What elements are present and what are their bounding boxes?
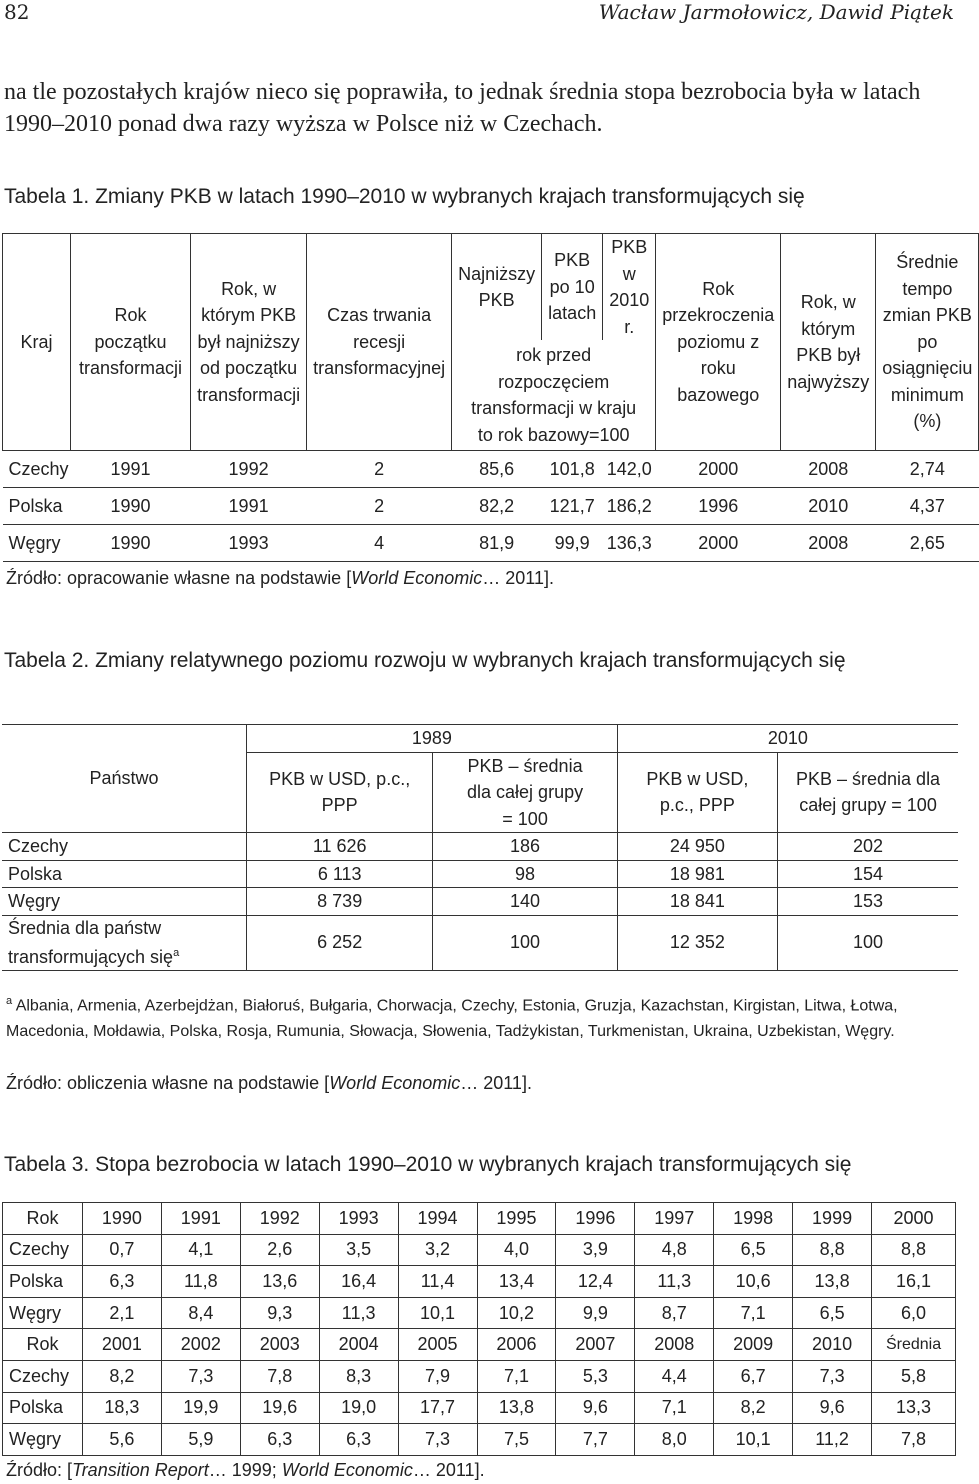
row-label: Węgry	[3, 1297, 83, 1329]
table-cell: 4,37	[876, 488, 979, 525]
table-cell: 6 252	[247, 915, 433, 970]
row-label: Polska	[2, 860, 247, 888]
t1-header-rok-najwyzszy: Rok, w którym PKB był najwyższy	[781, 234, 876, 451]
table-cell: 1991	[191, 488, 307, 525]
table-cell: 9,6	[793, 1392, 872, 1424]
table-cell: 4,8	[635, 1234, 714, 1266]
table-cell: 10,1	[398, 1297, 477, 1329]
table1	[2, 233, 979, 562]
table-cell: 98	[433, 860, 617, 888]
row-label: Czechy	[3, 1234, 83, 1266]
table-cell: 2010	[793, 1329, 872, 1361]
table-cell: 13,8	[793, 1266, 872, 1298]
t2-header-pkb-usd-1989: PKB w USD, p.c., PPP	[247, 752, 433, 833]
page-number: 82	[4, 0, 30, 24]
table-cell: 7,8	[240, 1360, 319, 1392]
t1-header-rok-poczatku: Rok początku transformacji	[71, 234, 191, 451]
table-cell: 1990	[71, 488, 191, 525]
row-label: Rok	[3, 1203, 83, 1235]
table-cell: 1998	[714, 1203, 793, 1235]
table-row	[3, 1329, 956, 1361]
table-cell: 1991	[71, 451, 191, 488]
table-row	[3, 525, 979, 562]
row-label: Średnia dla państw transformujących się$^a$	[2, 915, 247, 970]
table-cell: 1993	[191, 525, 307, 562]
table-cell: 2006	[477, 1329, 556, 1361]
t1-header-srednie-tempo: Średnie tempo zmian PKB po osiągnięciu minimum (%)	[876, 234, 979, 451]
table-cell: 140	[433, 888, 617, 916]
table-cell: 8,7	[635, 1297, 714, 1329]
table-cell: 7,1	[714, 1297, 793, 1329]
table-cell: 3,2	[398, 1234, 477, 1266]
table-cell: 1991	[161, 1203, 240, 1235]
table-cell: 7,8	[872, 1424, 956, 1456]
t1-header-kraj: Kraj	[3, 234, 71, 451]
table-row	[3, 1424, 956, 1456]
table-cell: 4	[307, 525, 452, 562]
table-cell: 2	[307, 488, 452, 525]
table3	[2, 1202, 956, 1456]
table-cell: 142,0	[603, 451, 656, 488]
table-cell: 2002	[161, 1329, 240, 1361]
table-cell: 2003	[240, 1329, 319, 1361]
table-cell: 5,6	[82, 1424, 161, 1456]
table-cell: 1993	[319, 1203, 398, 1235]
table-cell: 154	[778, 860, 958, 888]
table-cell: 8,2	[82, 1360, 161, 1392]
table-cell: 6,3	[240, 1424, 319, 1456]
table-cell: 7,1	[477, 1360, 556, 1392]
table-cell: 9,9	[556, 1297, 635, 1329]
table3-caption: Tabela 3. Stopa bezrobocia w latach 1990–2010 w wybranych krajach transformujących się	[4, 1153, 852, 1176]
t2-header-1989: 1989	[247, 725, 618, 753]
table-cell: 4,1	[161, 1234, 240, 1266]
table-cell: 11,8	[161, 1266, 240, 1298]
table-cell: 12 352	[617, 915, 777, 970]
row-label: Polska	[3, 488, 71, 525]
table-cell: 24 950	[617, 833, 777, 861]
table-cell: 2,65	[876, 525, 979, 562]
table-cell: 2008	[781, 451, 876, 488]
table-cell: 16,4	[319, 1266, 398, 1298]
table-cell: 1994	[398, 1203, 477, 1235]
table2-caption: Tabela 2. Zmiany relatywnego poziomu rozwoju w wybranych krajach transformujących się	[4, 649, 846, 672]
table-cell: 100	[778, 915, 958, 970]
table-cell: 2008	[635, 1329, 714, 1361]
table-cell: 7,3	[161, 1360, 240, 1392]
t2-header-panstwo: Państwo	[2, 725, 247, 833]
table-cell: 0,7	[82, 1234, 161, 1266]
table-cell: 7,3	[793, 1360, 872, 1392]
table-cell: 6,5	[793, 1297, 872, 1329]
table-cell: 18 981	[617, 860, 777, 888]
table-row	[3, 1297, 956, 1329]
table-cell: 7,1	[635, 1392, 714, 1424]
table-cell: 19,0	[319, 1392, 398, 1424]
table-cell: 1996	[656, 488, 781, 525]
table-row	[2, 833, 958, 861]
table2-footnote: $^a$ Albania, Armenia, Azerbejdżan, Białoruś, Bułgaria, Chorwacja, Czechy, Estonia, Gruzja, Kazachstan, Kirgistan, Litwa, Łotwa, Macedonia, Mołdawia, Polska, Rosja, Rumunia, Słowacja, Słowenia, Tadżykistan, Turkmenistan, Ukraina, Uzbekistan, Węgry.	[6, 995, 898, 1041]
table-row-average	[2, 915, 958, 970]
table-cell: 8,0	[635, 1424, 714, 1456]
table-cell: 5,3	[556, 1360, 635, 1392]
table-row	[3, 1266, 956, 1298]
row-label: Węgry	[2, 888, 247, 916]
table-cell: 1997	[635, 1203, 714, 1235]
row-label: Rok	[3, 1329, 83, 1361]
t1-header-rok-przekroczenia: Rok przekroczenia poziomu z roku bazowego	[656, 234, 781, 451]
table-cell: 100	[433, 915, 617, 970]
table-cell: 2	[307, 451, 452, 488]
t1-header-najnizszy: Najniższy PKB	[452, 234, 542, 341]
table-cell: 11,3	[635, 1266, 714, 1298]
table-cell: 7,3	[398, 1424, 477, 1456]
table-cell: 10,6	[714, 1266, 793, 1298]
table-cell: 6,3	[82, 1266, 161, 1298]
table-cell: 7,5	[477, 1424, 556, 1456]
table-cell: 6,3	[319, 1424, 398, 1456]
table-cell: 1992	[191, 451, 307, 488]
table-row	[2, 860, 958, 888]
table-cell: 19,6	[240, 1392, 319, 1424]
table-cell: 8,8	[793, 1234, 872, 1266]
table-cell: 6 113	[247, 860, 433, 888]
table-row	[3, 1234, 956, 1266]
table-cell: 2008	[781, 525, 876, 562]
table-cell: 2007	[556, 1329, 635, 1361]
table-cell: 1995	[477, 1203, 556, 1235]
table-cell: 8,3	[319, 1360, 398, 1392]
running-head-authors: Wacław Jarmołowicz, Dawid Piątek	[598, 0, 954, 24]
row-label: Węgry	[3, 525, 71, 562]
table-cell: 136,3	[603, 525, 656, 562]
table-cell: 2000	[872, 1203, 956, 1235]
table-cell: 3,5	[319, 1234, 398, 1266]
table-cell: 13,4	[477, 1266, 556, 1298]
table-cell: 2,6	[240, 1234, 319, 1266]
table-row	[3, 1203, 956, 1235]
table-cell: 2000	[656, 525, 781, 562]
table-cell: 19,9	[161, 1392, 240, 1424]
table-cell: 1990	[71, 525, 191, 562]
table-cell: 8,2	[714, 1392, 793, 1424]
table-cell: 6,0	[872, 1297, 956, 1329]
t2-header-2010: 2010	[617, 725, 958, 753]
table-cell: 2004	[319, 1329, 398, 1361]
table-cell: 16,1	[872, 1266, 956, 1298]
table2-source: Źródło: obliczenia własne na podstawie [World Economic… 2011].	[6, 1073, 532, 1093]
table-cell: 11,2	[793, 1424, 872, 1456]
table-cell: 13,6	[240, 1266, 319, 1298]
table-cell: 3,9	[556, 1234, 635, 1266]
row-label: Czechy	[3, 451, 71, 488]
table-cell: 99,9	[542, 525, 603, 562]
table-cell: 11,4	[398, 1266, 477, 1298]
table-cell: 7,9	[398, 1360, 477, 1392]
table1-source: Źródło: opracowanie własne na podstawie [World Economic… 2011].	[6, 568, 554, 588]
table-cell: 81,9	[452, 525, 542, 562]
table-cell: 2005	[398, 1329, 477, 1361]
table-cell: 2000	[656, 451, 781, 488]
table-cell: 121,7	[542, 488, 603, 525]
table-cell: 1990	[82, 1203, 161, 1235]
t2-header-pkb-srednia-2010: PKB – średnia dla całej grupy = 100	[778, 752, 958, 833]
table-cell: 2001	[82, 1329, 161, 1361]
table-cell: 9,6	[556, 1392, 635, 1424]
table-cell: 101,8	[542, 451, 603, 488]
table-cell: 9,3	[240, 1297, 319, 1329]
table-cell: 153	[778, 888, 958, 916]
table-row	[3, 1360, 956, 1392]
t2-header-pkb-usd-2010: PKB w USD, p.c., PPP	[617, 752, 777, 833]
table-cell: 1996	[556, 1203, 635, 1235]
t1-header-w2010: PKB w 2010 r.	[603, 234, 656, 341]
table-cell: 2010	[781, 488, 876, 525]
table-cell: 7,7	[556, 1424, 635, 1456]
table-row	[3, 488, 979, 525]
table-cell: 4,4	[635, 1360, 714, 1392]
table2	[2, 724, 958, 971]
table-cell: 5,8	[872, 1360, 956, 1392]
table-cell: 5,9	[161, 1424, 240, 1456]
body-paragraph: na tle pozostałych krajów nieco się poprawiła, to jednak średnia stopa bezrobocia była w latach 1990–2010 ponad dwa razy wyższa w Polsce niż w Czechach.	[4, 79, 921, 137]
table-cell: 186,2	[603, 488, 656, 525]
table-cell: 12,4	[556, 1266, 635, 1298]
table-cell: 18,3	[82, 1392, 161, 1424]
table-cell: 10,1	[714, 1424, 793, 1456]
table-cell: 1992	[240, 1203, 319, 1235]
table-cell: 18 841	[617, 888, 777, 916]
row-label: Węgry	[3, 1424, 83, 1456]
table-cell: 13,3	[872, 1392, 956, 1424]
table-cell: 6,7	[714, 1360, 793, 1392]
row-label: Polska	[3, 1392, 83, 1424]
row-label: Czechy	[3, 1360, 83, 1392]
table3-source: Źródło: [Transition Report… 1999; World Economic… 2011].	[6, 1460, 485, 1480]
table-cell: 2009	[714, 1329, 793, 1361]
table-cell: 10,2	[477, 1297, 556, 1329]
table-cell: 6,5	[714, 1234, 793, 1266]
table1-caption: Tabela 1. Zmiany PKB w latach 1990–2010 w wybranych krajach transformujących się	[4, 185, 805, 208]
table-row	[3, 451, 979, 488]
table-cell: 17,7	[398, 1392, 477, 1424]
table-cell: 8 739	[247, 888, 433, 916]
table-cell: 186	[433, 833, 617, 861]
table-cell: 11,3	[319, 1297, 398, 1329]
t2-header-pkb-srednia-1989: PKB – średnia dla całej grupy = 100	[433, 752, 617, 833]
row-label: Czechy	[2, 833, 247, 861]
table-cell: 8,4	[161, 1297, 240, 1329]
table-cell: 4,0	[477, 1234, 556, 1266]
table-cell: 202	[778, 833, 958, 861]
t1-header-czas-recesji: Czas trwania recesji transformacyjnej	[307, 234, 452, 451]
table-cell: 1999	[793, 1203, 872, 1235]
table-cell: 2,74	[876, 451, 979, 488]
t1-header-rok-najnizszy: Rok, w którym PKB był najniższy od początku transformacji	[191, 234, 307, 451]
row-label: Polska	[3, 1266, 83, 1298]
table-cell: 8,8	[872, 1234, 956, 1266]
table-cell: 13,8	[477, 1392, 556, 1424]
table-row	[2, 888, 958, 916]
table-cell: Średnia	[872, 1329, 956, 1361]
table-cell: 2,1	[82, 1297, 161, 1329]
t1-header-po10: PKB po 10 latach	[542, 234, 603, 341]
table-row	[3, 1392, 956, 1424]
table-cell: 82,2	[452, 488, 542, 525]
table-cell: 11 626	[247, 833, 433, 861]
t1-header-bazowy: rok przed rozpoczęciem transformacji w kraju to rok bazowy=100	[452, 340, 656, 451]
table-cell: 85,6	[452, 451, 542, 488]
page-header	[0, 0, 960, 26]
